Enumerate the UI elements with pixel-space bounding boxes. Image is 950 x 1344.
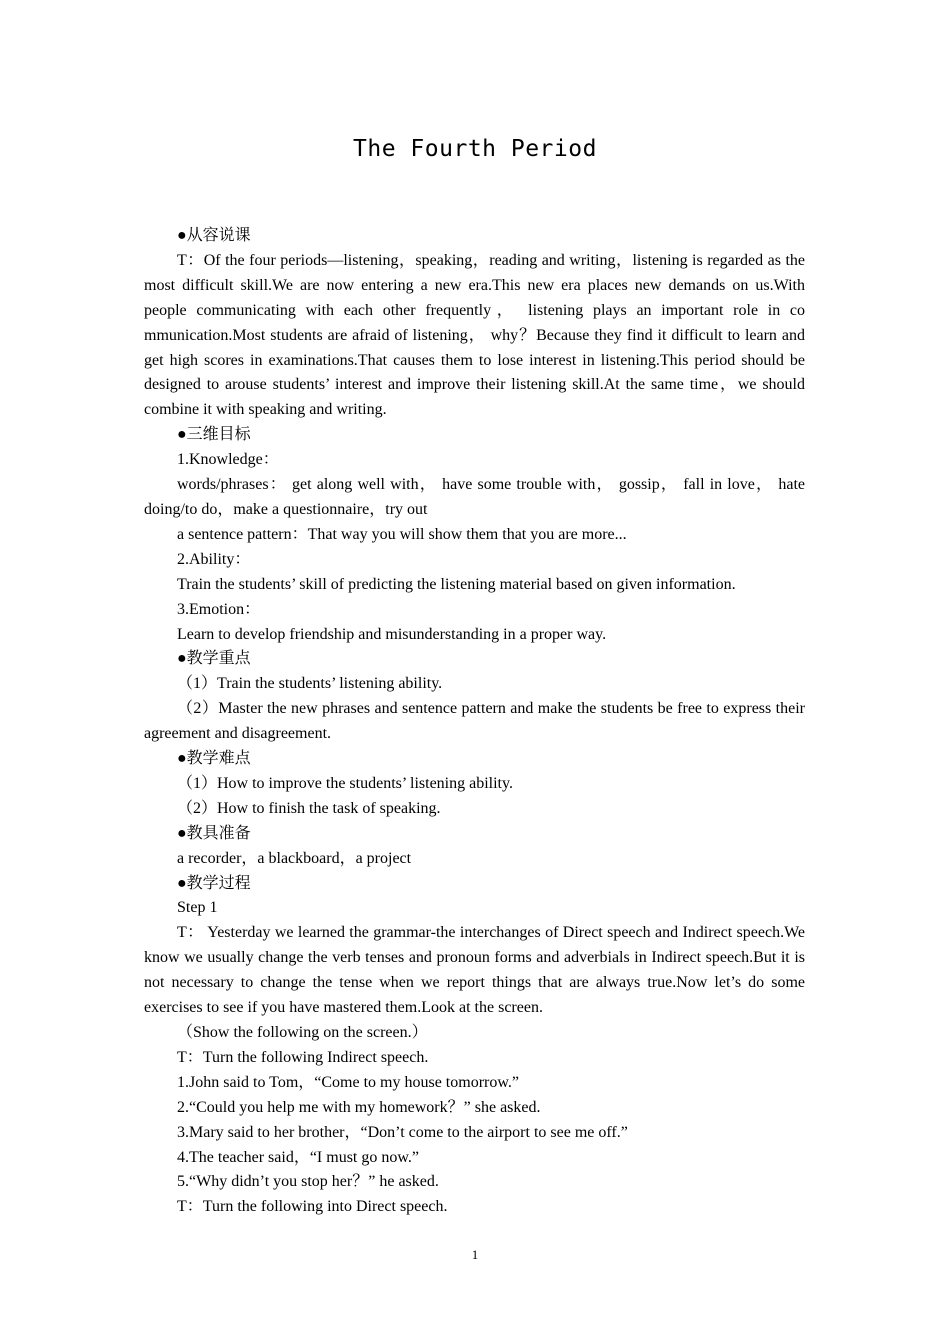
exercise-5: 5.“Why didn’t you stop her？” he asked. xyxy=(177,1173,439,1191)
knowledge-heading: 1.Knowledge： xyxy=(177,451,279,469)
exercise-3: 3.Mary said to her brother，“Don’t come to the airport to see me off.” xyxy=(177,1123,628,1141)
paragraph-words-phrases: words/phrases： get along well with， have some trouble with， gossip， fall in love， hate doing/to do，make a questionnaire，try out xyxy=(144,476,805,518)
paragraph-intro: T：Of the four periods—listening，speaking，reading and writing，listening is regarded as the most difficult skill.We are now entering a new era.This new era places new demands on us.With people communicating with each other frequently， listening plays an important role in co mmunication.Most students are afraid of listening， why？Because they find it difficult to learn and get high scores in examinations.That causes them to lose interest in listening.This period should be designed to arouse students’ interest and improve their listening skill.At the same time，we should combine it with speaking and writing. xyxy=(144,251,805,419)
difficulty-1: （1）How to improve the students’ listening ability. xyxy=(177,774,513,792)
section-heading-key-points: ●教学重点 xyxy=(177,650,251,668)
instruction-direct: T：Turn the following into Direct speech. xyxy=(177,1198,448,1216)
exercise-2: 2.“Could you help me with my homework？” she asked. xyxy=(177,1098,541,1116)
section-heading-lesson-talk: ●从容说课 xyxy=(177,227,251,244)
instruction-indirect: T：Turn the following Indirect speech. xyxy=(177,1048,429,1066)
section-heading-procedure: ●教学过程 xyxy=(177,874,251,892)
page-title: The Fourth Period xyxy=(353,136,597,162)
paragraph-sentence-pattern: a sentence pattern：That way you will show them that you are more... xyxy=(177,525,627,543)
paragraph-emotion: Learn to develop friendship and misunderstanding in a proper way. xyxy=(177,625,607,643)
page-number: 1 xyxy=(471,1247,479,1262)
ability-heading: 2.Ability： xyxy=(177,550,251,568)
paragraph-step-1: T： Yesterday we learned the grammar-the interchanges of Direct speech and Indirect speech.We know we usually change the verb tenses and pronoun forms and adverbials in Indirect speech.But it is not necessary to change the tense when we report things that are always true.Now let’s do some exercises to see if you have mastered them.Look at the screen. xyxy=(144,924,805,1017)
section-heading-tools: ●教具准备 xyxy=(177,824,251,842)
exercise-4: 4.The teacher said，“I must go now.” xyxy=(177,1148,419,1166)
emotion-heading: 3.Emotion： xyxy=(177,600,261,618)
paragraph-ability: Train the students’ skill of predicting the listening material based on given information. xyxy=(177,575,736,593)
difficulty-2: （2）How to finish the task of speaking. xyxy=(177,799,441,817)
document-body xyxy=(144,224,805,1220)
key-point-1: （1）Train the students’ listening ability. xyxy=(177,675,443,693)
step-1-heading: Step 1 xyxy=(177,899,218,917)
section-heading-objectives: ●三维目标 xyxy=(177,426,251,444)
section-heading-difficulties: ●教学难点 xyxy=(177,750,251,768)
paragraph-tools: a recorder，a blackboard，a project xyxy=(177,849,412,867)
paragraph-show-screen: （Show the following on the screen.） xyxy=(177,1024,428,1041)
exercise-1: 1.John said to Tom，“Come to my house tomorrow.” xyxy=(177,1073,519,1091)
key-point-2: （2）Master the new phrases and sentence pattern and make the students be free to express their agreement and disagreement. xyxy=(144,700,805,743)
